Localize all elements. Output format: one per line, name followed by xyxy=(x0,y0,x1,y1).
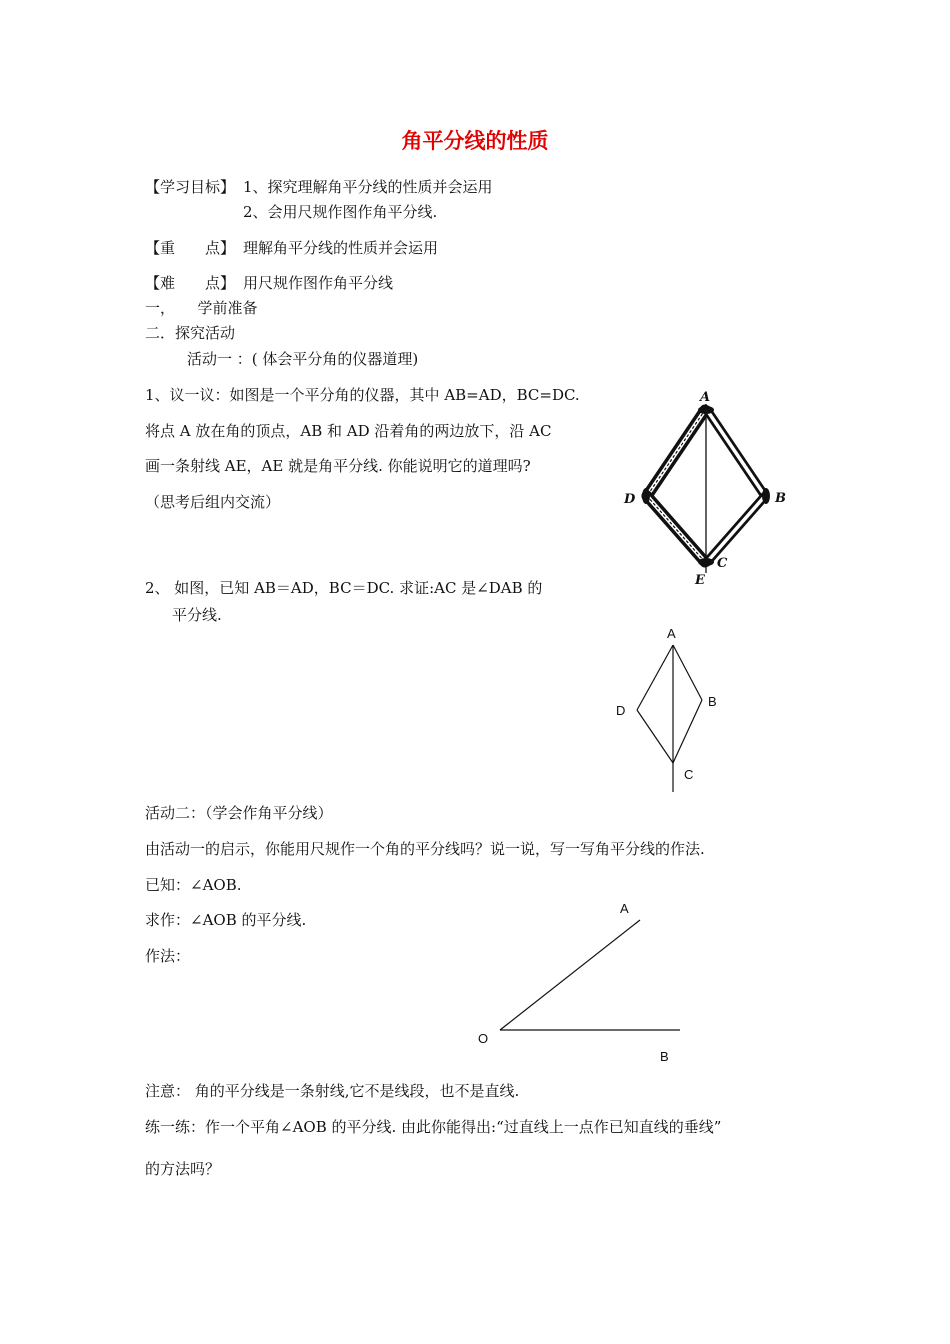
key-point-label: 【重 点】 xyxy=(145,239,236,257)
instrument-label-c: C xyxy=(717,556,728,571)
objective-item-2: 2、会用尺规作图作角平分线. xyxy=(243,203,438,221)
kite-label-c: C xyxy=(684,767,694,782)
section-2-heading: 二．探究活动 xyxy=(145,324,236,342)
note-text: 注意： 角的平分线是一条射线,它不是线段，也不是直线. xyxy=(145,1082,520,1100)
instrument-label-b: B xyxy=(775,491,786,506)
question-1-line-1: 1、议一议：如图是一个平分角的仪器，其中 AB=AD，BC=DC. xyxy=(145,386,580,404)
question-1-line-4: （思考后组内交流） xyxy=(145,493,281,511)
difficulty-label: 【难 点】 xyxy=(145,274,236,292)
segment-ad xyxy=(637,645,673,710)
angle-aob-figure xyxy=(470,895,690,1070)
kite-label-a: A xyxy=(667,626,676,641)
question-2-line-2: 平分线. xyxy=(172,606,222,624)
instrument-label-e: E xyxy=(695,573,705,588)
segment-bc xyxy=(673,700,702,763)
objective-item-1: 1、探究理解角平分线的性质并会运用 xyxy=(243,178,493,196)
practice-line-1: 练一练：作一个平角∠AOB 的平分线. 由此你能得出:“过直线上一点作已知直线的垂线” xyxy=(145,1118,722,1136)
kite-figure xyxy=(600,620,730,800)
angle-bisector-instrument-figure xyxy=(615,388,795,588)
section-1-heading: 一， 学前准备 xyxy=(145,299,258,317)
question-1-line-3: 画一条射线 AE，AE 就是角平分线. 你能说明它的道理吗? xyxy=(145,457,531,475)
angle-label-a: A xyxy=(620,901,629,916)
angle-label-b: B xyxy=(660,1049,669,1064)
method-label: 作法： xyxy=(145,947,191,965)
objectives-label: 【学习目标】 xyxy=(145,178,236,196)
segment-ab xyxy=(673,645,702,700)
given-statement: 已知：∠AOB. xyxy=(145,876,242,894)
ray-oa xyxy=(500,920,640,1030)
key-point-text: 理解角平分线的性质并会运用 xyxy=(243,239,439,257)
kite-label-d: D xyxy=(616,703,626,718)
question-1-line-2: 将点 A 放在角的顶点，AB 和 AD 沿着角的两边放下，沿 AC xyxy=(145,422,552,440)
activity-2-heading: 活动二：（学会作角平分线） xyxy=(145,804,333,822)
angle-label-o: O xyxy=(478,1031,489,1046)
instrument-label-a: A xyxy=(700,390,711,405)
construct-statement: 求作：∠AOB 的平分线. xyxy=(145,911,307,929)
difficulty-text: 用尺规作图作角平分线 xyxy=(243,274,394,292)
activity-1-heading: 活动一 ：( 体会平分角的仪器道理) xyxy=(187,350,419,368)
question-2-line-1: 2、 如图，已知 AB＝AD，BC＝DC. 求证:AC 是∠DAB 的 xyxy=(145,579,543,597)
practice-line-2: 的方法吗？ xyxy=(145,1160,221,1178)
page-title: 角平分线的性质 xyxy=(401,129,549,153)
activity-2-intro: 由活动一的启示，你能用尺规作一个角的平分线吗？说一说，写一写角平分线的作法. xyxy=(145,840,705,858)
kite-label-b: B xyxy=(708,694,717,709)
segment-dc xyxy=(637,710,673,763)
instrument-label-d: D xyxy=(624,492,636,507)
